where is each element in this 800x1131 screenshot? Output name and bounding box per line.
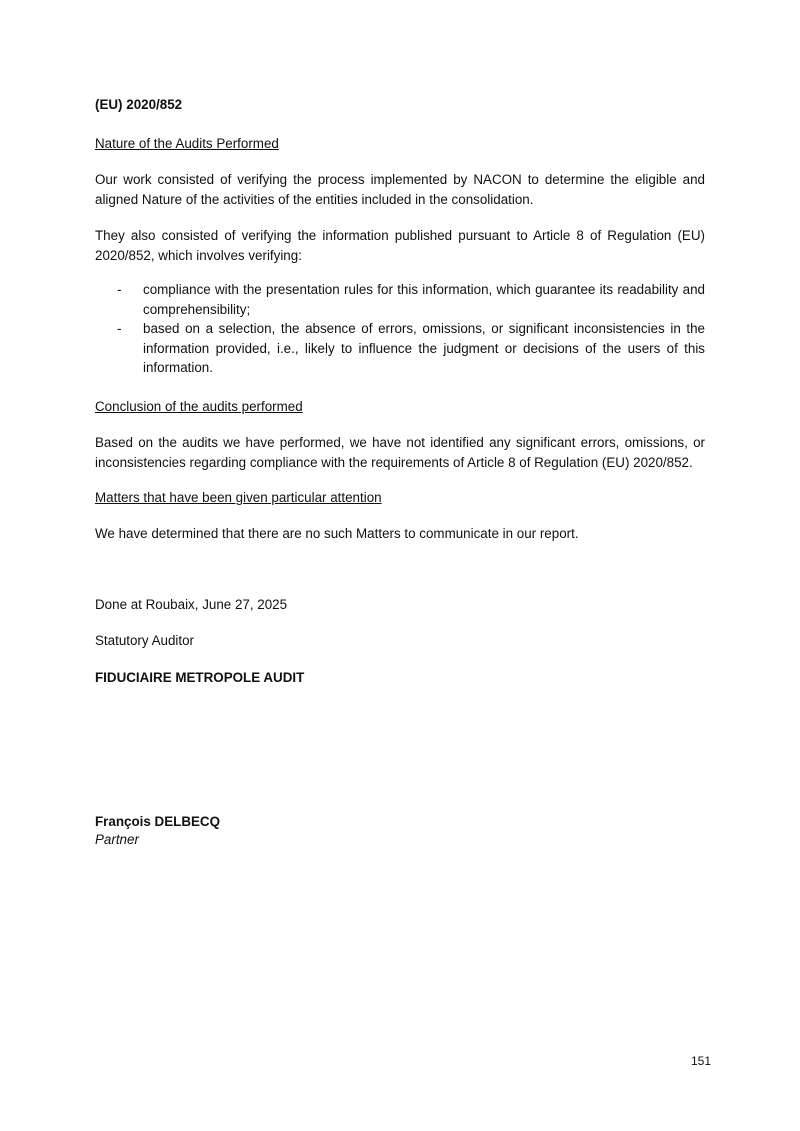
signatory-role: Statutory Auditor bbox=[95, 633, 194, 648]
signatory-title: Partner bbox=[95, 832, 139, 847]
list-item bbox=[95, 319, 705, 378]
regulation-reference: (EU) 2020/852 bbox=[95, 97, 183, 112]
place-date: Done at Roubaix, June 27, 2025 bbox=[95, 597, 288, 612]
nature-heading: Nature of the Audits Performed bbox=[95, 136, 279, 151]
firm-name: FIDUCIAIRE METROPOLE AUDIT bbox=[95, 670, 305, 685]
page-number: 151 bbox=[690, 1054, 711, 1068]
conclusion-heading: Conclusion of the audits performed bbox=[95, 399, 303, 414]
bullet-marker: - bbox=[117, 321, 122, 337]
nature-paragraph-2: They also consisted of verifying the information published pursuant to Article 8 of Regulation (EU) 2020/852, which involves verifying: bbox=[95, 228, 705, 263]
signatory-name: François DELBECQ bbox=[95, 814, 221, 829]
conclusion-paragraph: Based on the audits we have performed, we have not identified any significant errors, omissions, or inconsistencies regarding compliance with the requirements of Article 8 of Regulation (EU) 2020/852. bbox=[95, 435, 705, 470]
matters-heading: Matters that have been given particular attention bbox=[95, 490, 382, 505]
list-item bbox=[95, 280, 705, 319]
list-item-text: based on a selection, the absence of errors, omissions, or significant inconsistencies in the information provided, i.e., likely to influence the judgment or decisions of the users of this information. bbox=[143, 321, 705, 376]
bullet-marker: - bbox=[117, 282, 122, 297]
matters-paragraph: We have determined that there are no such Matters to communicate in our report. bbox=[95, 526, 579, 541]
verification-list bbox=[95, 280, 705, 378]
list-item-text: compliance with the presentation rules for this information, which guarantee its readability and comprehensibility; bbox=[143, 282, 705, 317]
nature-paragraph-1: Our work consisted of verifying the process implemented by NACON to determine the eligible and aligned Nature of the activities of the entities included in the consolidation. bbox=[95, 172, 705, 207]
